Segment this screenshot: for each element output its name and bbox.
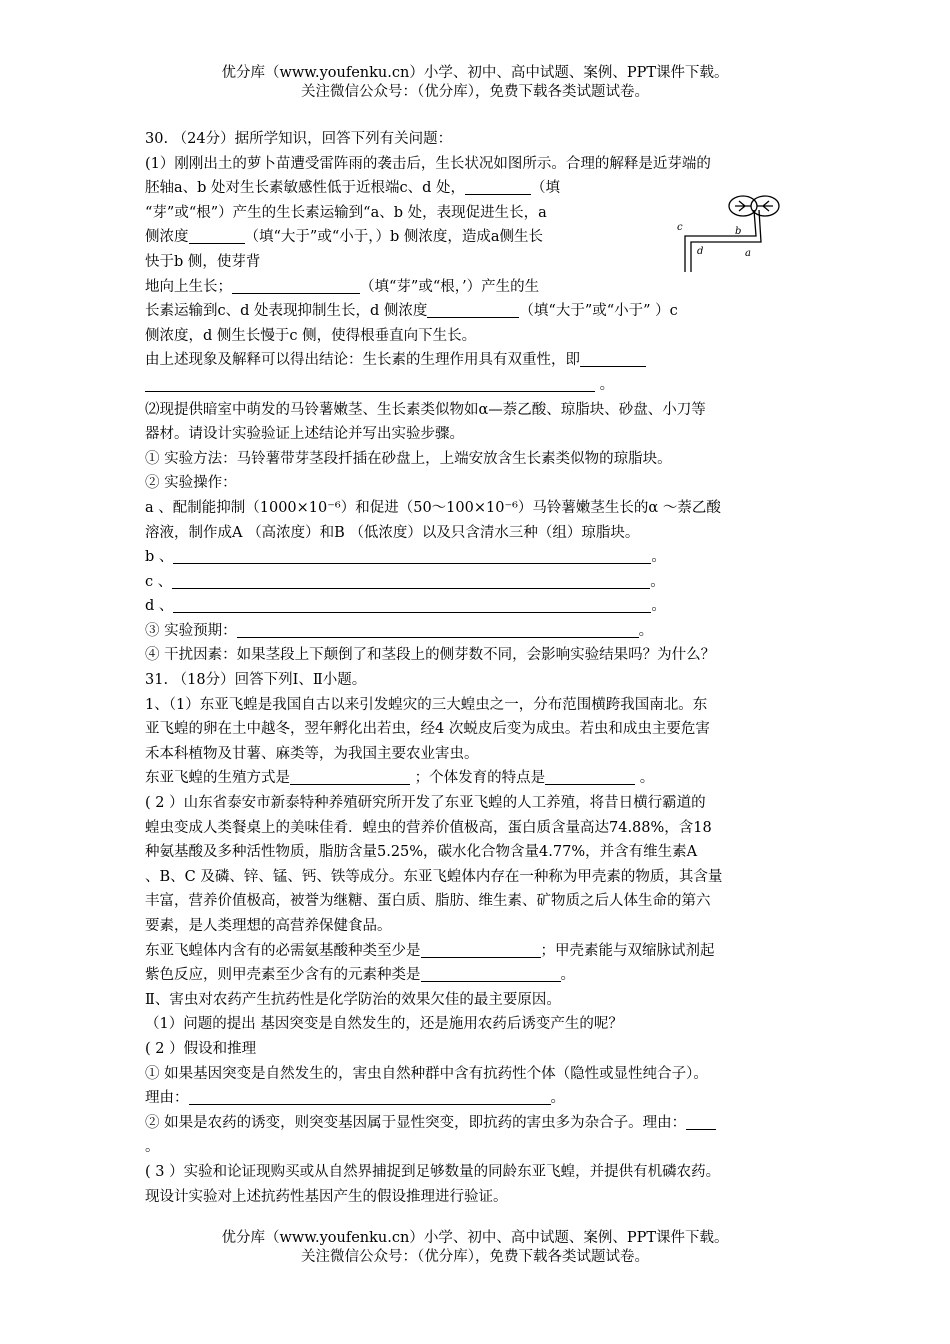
answer-blank[interactable]	[232, 277, 360, 294]
figure-label-d: d	[697, 246, 704, 257]
q30-p1-line: 由上述现象及解释可以得出结论：生长素的生理作用具有双重性，即	[145, 348, 810, 373]
q30-p1-line: 侧浓度 （填“大于”或“小于，）b 侧浓度，造成a侧生长	[145, 229, 544, 246]
answer-blank[interactable]	[290, 768, 410, 785]
q30-p2-line: ④ 干扰因素：如果茎段上下颠倒了和茎段上的侧芽数不同，会影响实验结果吗？为什么？	[145, 647, 716, 664]
q30-step-c: c 、 。	[145, 573, 665, 590]
q30-p2-line: ① 实验方法：马铃薯带芽茎段扦插在砂盘上，上端安放含生长素类似物的琼脂块。	[145, 450, 672, 467]
q31-p3-line: 理由： 。	[145, 1090, 565, 1107]
q31-p3-line: 。	[145, 1139, 160, 1156]
figure-label-c: c	[677, 222, 683, 233]
q31-p3-line: ② 如果是农药的诱变，则突变基因属于显性突变，即抗药的害虫多为杂合子。理由：	[145, 1111, 810, 1136]
page-header	[0, 64, 950, 102]
q31-p2-line: 蝗虫变成人类餐桌上的美味佳肴．蝗虫的营养价值极高，蛋白质含量高达74.88%，含18	[145, 819, 712, 836]
q30-p2-line: ⑵现提供暗室中萌发的马铃薯嫩茎、生长素类似物如α—萘乙酸、琼脂块、砂盘、小刀等	[145, 401, 706, 418]
answer-blank[interactable]	[173, 596, 651, 613]
q31-p2-line: ( 2 ）山东省泰安市新泰特种养殖研究所开发了东亚飞蝗的人工养殖，将昔日横行霸道的	[145, 795, 706, 812]
q31-p1-line: 东亚飞蝗的生殖方式是 ；个体发育的特点是 。	[145, 770, 655, 787]
q30-p1-line: 地向上生长； （填“芽”或“根，’）产生的生	[145, 278, 540, 295]
footer-line-1: 优分库（www.youfenku.cn）小学、初中、高中试题、案例、PPT课件下载。	[221, 1230, 729, 1246]
footer-line-2: 关注微信公众号：（优分库），免费下载各类试题试卷。	[301, 1249, 649, 1265]
q31-p2-line: 紫色反应，则甲壳素至少含有的元素种类是 。	[145, 967, 575, 984]
q30-step-b: b 、 。	[145, 549, 666, 566]
q30-p1-line: 。	[145, 373, 810, 398]
q31-p2-line: 、B、C 及磷、锌、锰、钙、铁等成分。东亚飞蝗体内存在一种称为甲壳素的物质，其含量	[145, 868, 723, 885]
q30-p2-line: a 、配制能抑制（1000×10⁻⁶）和促进（50～100×10⁻⁶）马铃薯嫩茎生长的α ～萘乙酸	[145, 499, 721, 516]
answer-blank[interactable]	[145, 375, 595, 392]
answer-blank[interactable]	[172, 572, 650, 589]
answer-blank[interactable]	[189, 227, 245, 244]
q30-p1-line: 快于b 侧，使芽背	[145, 253, 261, 270]
header-line-2: 关注微信公众号：（优分库），免费下载各类试题试卷。	[301, 84, 649, 100]
q31-p1-line: 亚飞蝗的卵在土中越冬，翌年孵化出若虫，经4 次蜕皮后变为成虫。若虫和成虫主要危害	[145, 721, 710, 738]
answer-blank[interactable]	[427, 301, 519, 318]
q30-p1-line: 长素运输到c、d 处表现抑制生长，d 侧浓度 （填“大于”或“小于” ）c	[145, 303, 678, 320]
q31-p3-line: （1）问题的提出 基因突变是自然发生的，还是施用农药后诱变产生的呢？	[145, 1016, 623, 1033]
q31-p3-line: Ⅱ、害虫对农药产生抗药性是化学防治的效果欠佳的最主要原因。	[145, 991, 561, 1008]
answer-blank[interactable]	[580, 350, 646, 367]
figure-label-a: a	[745, 248, 751, 259]
q30-prediction: ③ 实验预期： 。	[145, 622, 654, 639]
answer-blank[interactable]	[686, 1113, 716, 1130]
q31-p1-line: 禾本科植物及甘薯、麻类等，为我国主要农业害虫。	[145, 745, 479, 762]
q31-p3-line: ① 如果基因突变是自然发生的，害虫自然种群中含有抗药性个体（隐性或显性纯合子）。	[145, 1065, 708, 1082]
q31-p1-line: 1、（1）东亚飞蝗是我国自古以来引发蝗灾的三大蝗虫之一，分布范围横跨我国南北。东	[145, 696, 708, 713]
answer-blank[interactable]	[237, 621, 639, 638]
q30-p2-line: 器材。请设计实验验证上述结论并写出实验步骤。	[145, 426, 464, 443]
figure-label-b: b	[735, 226, 742, 237]
q31-p2-line: 种氨基酸及多种活性物质，脂肪含量5.25%，碳水化合物含量4.77%，并含有维生素A	[145, 844, 698, 861]
q31-p3-line: ( 2 ）假设和推理	[145, 1040, 257, 1057]
q30-p1-line: 胚轴a、b 处对生长素敏感性低于近根端c、d 处， （填	[145, 180, 561, 197]
q30-step-d: d 、 。	[145, 598, 666, 615]
answer-blank[interactable]	[173, 547, 651, 564]
q31-p2-line: 丰富，营养价值极高，被誉为继糖、蛋白质、脂肪、维生素、矿物质之后人体生命的第六	[145, 893, 711, 910]
q30-p1-line: 侧浓度，d 侧生长慢于c 侧，使得根垂直向下生长。	[145, 327, 477, 344]
answer-blank[interactable]	[421, 941, 541, 958]
q30-title: 30. （24分）据所学知识，回答下列有关问题：	[145, 131, 453, 147]
answer-blank[interactable]	[421, 965, 561, 982]
q30-p1-line: “芽”或“根”）产生的生长素运输到“a、b 处，表现促进生长，a	[145, 204, 547, 221]
q30-p2-line: ② 实验操作：	[145, 475, 237, 492]
q31-p2-line: 东亚飞蝗体内含有的必需氨基酸种类至少是 ；甲壳素能与双缩脉试剂起	[145, 942, 715, 959]
q31-p3-line: ( 3 ）实验和论证现购买或从自然界捕捉到足够数量的同龄东亚飞蝗，并提供有机磷农药。	[145, 1163, 721, 1180]
header-line-1: 优分库（www.youfenku.cn）小学、初中、高中试题、案例、PPT课件下载。	[221, 65, 729, 81]
q30-p2-line: 溶液，制作成A （高浓度）和B （低浓度）以及只含清水三种（组）琼脂块。	[145, 524, 640, 541]
q31-p3-line: 现设计实验对上述抗药性基因产生的假设推理进行验证。	[145, 1188, 508, 1205]
answer-blank[interactable]	[545, 768, 635, 785]
answer-blank[interactable]	[465, 178, 531, 195]
page-footer	[0, 1229, 950, 1267]
q30-p1-line: (1）刚刚出土的萝卜苗遭受雷阵雨的袭击后，生长状况如图所示。合理的解释是近芽端的	[145, 155, 711, 172]
question-content	[145, 127, 810, 1209]
answer-blank[interactable]	[189, 1088, 551, 1105]
q31-title: 31. （18分）回答下列Ⅰ、Ⅱ小题。	[145, 672, 367, 689]
q31-p2-line: 要素，是人类理想的高营养保健食品。	[145, 918, 392, 934]
